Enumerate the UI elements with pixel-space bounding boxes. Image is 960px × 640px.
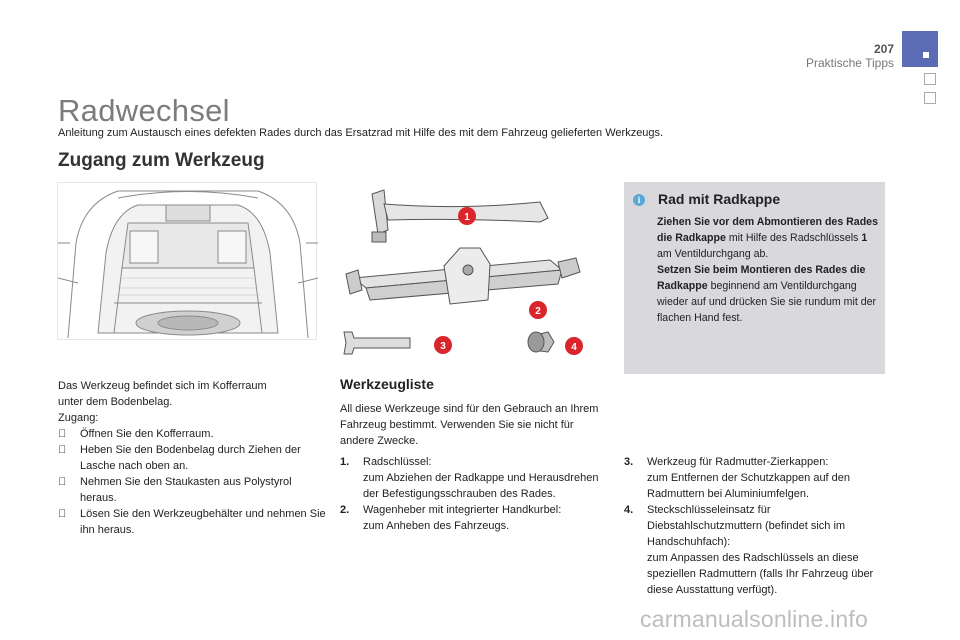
tool-list-item: 4. Steckschlüsseleinsatz für Diebstahlschutzmuttern (befindet sich im Handschuhfach): zum Anpassen des Radschlüssels an diese speziellen Radmuttern (falls Ihr Fahrzeug über diese Ausstattung verfügt). [624,504,874,596]
callout-2-label: 2 [535,306,541,317]
bullet-icon [58,426,66,442]
section-name: Praktische Tipps [805,56,894,70]
access-step: Nehmen Sie den Staukasten aus Polystyrol heraus. [58,474,328,506]
chapter-tab-active[interactable] [902,31,938,67]
section-subtitle: Zugang zum Werkzeug [58,150,265,171]
tool-list-item: 1. Radschlüssel: zum Abziehen der Radkappe und Herausdrehen der Befestigungsschrauben des Rades. [340,456,599,500]
intro-text: Anleitung zum Austausch eines defekten Rades durch das Ersatzrad mit Hilfe des mit dem Fahrzeug gelieferten Werkzeugs. [58,127,664,139]
info-text-2: am Ventildurchgang ab. [657,248,769,260]
info-text-1: mit Hilfe des Radschlüssels [725,232,862,244]
callout-3-label: 3 [440,341,446,352]
access-instructions [58,378,328,538]
callout-1-label: 1 [464,212,470,223]
bullet-icon [58,442,66,458]
tool-list-column [340,454,602,534]
trunk-illustration [57,182,317,340]
info-bold-2: Setzen Sie beim Montieren des Rades die Radkappe [657,264,866,292]
info-bold-1: Ziehen Sie vor dem Abmontieren des Rades die Radkappe [657,216,878,244]
access-line: unter dem Bodenbelag. [58,396,173,408]
tab-marker-icon [923,52,929,58]
access-step: Heben Sie den Bodenbelag durch Ziehen der Lasche nach oben an. [58,442,328,474]
tool-list-intro: All diese Werkzeuge sind für den Gebrauch an Ihrem Fahrzeug bestimmt. Verwenden Sie sie nicht für andere Zwecke. [340,403,599,447]
access-line: Das Werkzeug befindet sich im Kofferraum [58,380,267,392]
chapter-tab[interactable] [924,92,936,104]
chapter-tab[interactable] [924,73,936,85]
info-icon: i [633,194,645,206]
info-title: Rad mit Radkappe [658,191,781,207]
watermark: carmanualsonline.info [640,606,868,632]
bullet-icon [58,506,66,522]
tools-illustration [340,182,602,365]
tool-list-item: 3. Werkzeug für Radmutter-Zierkappen: zum Entfernen der Schutzkappen auf den Radmuttern bei Aluminiumfelgen. [624,456,851,500]
info-number: 1 [861,232,868,244]
callout-4-label: 4 [571,342,577,353]
access-step: Öffnen Sie den Kofferraum. [58,426,328,442]
tool-list-item: 2. Wagenheber mit integrierter Handkurbel: zum Anheben des Fahrzeugs. [340,504,562,532]
page-number: 207 [873,42,894,56]
info-text [657,214,879,326]
tool-list-title: Werkzeugliste [340,376,434,392]
page-title: Radwechsel [58,93,230,128]
access-label: Zugang: [58,412,99,424]
access-step: Lösen Sie den Werkzeugbehälter und nehmen Sie ihn heraus. [58,506,328,538]
tool-list-column [624,454,888,598]
bullet-icon [58,474,66,490]
info-text-3: beginnend am Ventildurchgang wieder auf und drücken Sie sie rundum mit der flachen Hand fest. [657,280,877,324]
